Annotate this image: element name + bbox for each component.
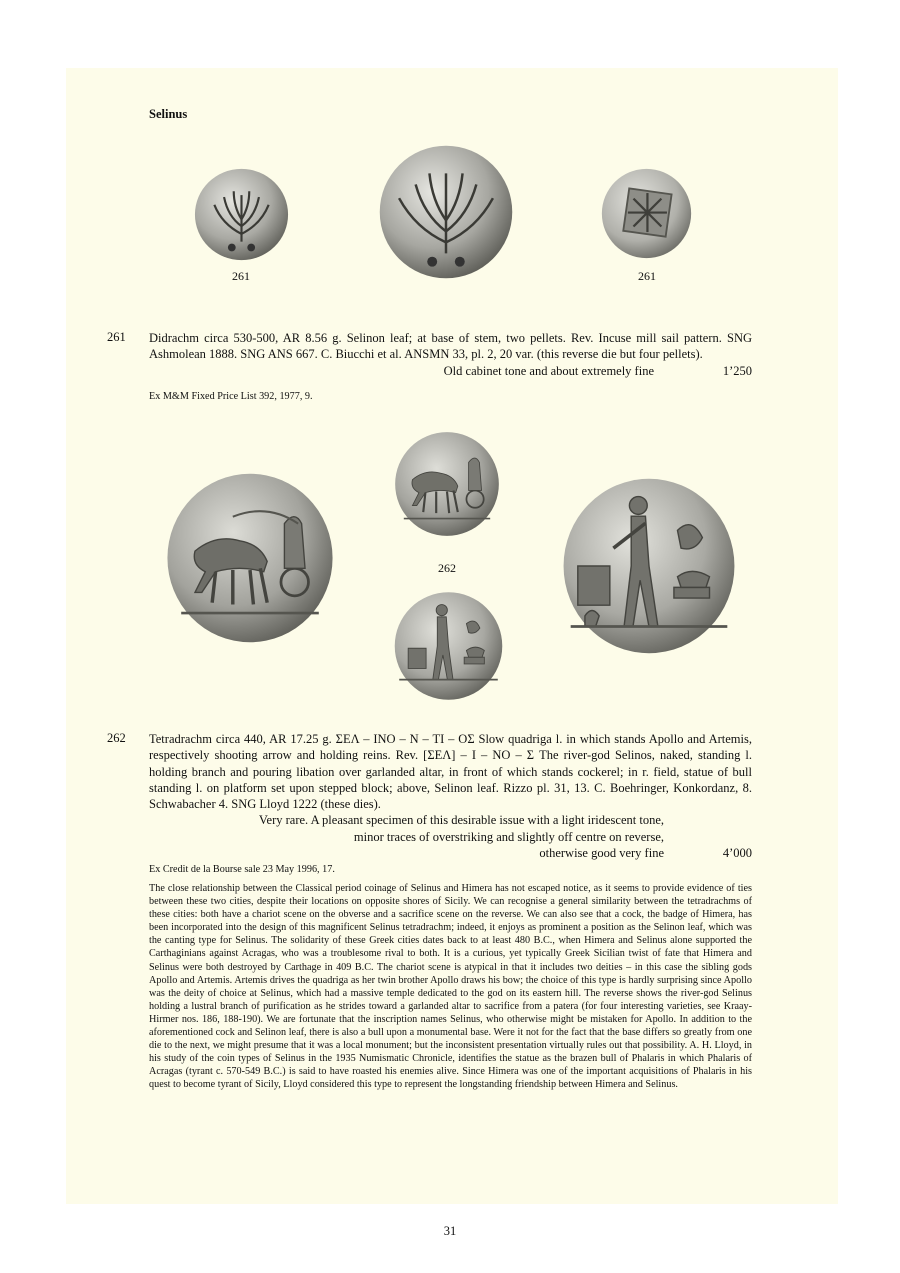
coin-261-reverse-incuse: [597, 167, 696, 260]
lot-262-grade-line-3: [149, 845, 752, 861]
coin-262-reverse-large-river-god: [560, 476, 738, 656]
section-heading: Selinus: [149, 107, 188, 121]
coin-261-obverse-large: [372, 143, 520, 281]
lot-261-provenance: Ex M&M Fixed Price List 392, 1977, 9.: [149, 391, 313, 402]
lot-262-description-text: Tetradrachm circa 440, AR 17.25 g. ΣΕΛ – ΙΝΟ – Ν – ΤΙ – ΟΣ Slow quadriga l. in which stands Apollo and Artemis, respectively shooting arrow and holding reins. Rev. [ΣΕΛ] – Ι – ΝΟ – Σ The river-god Selinos, naked, standing l. holding branch and pouring libation over garlanded altar, in front of which stands cockerel; in r. field, statue of bull standing l. on platform set upon stepped block; above, Selinon leaf. Rizzo pl. 31, 13. C. Boehringer, Konkordanz, 8. Schwabacher 4. SNG Lloyd 1222 (these dies).: [149, 732, 752, 812]
lot-number-261: 261: [107, 330, 126, 344]
coin-262-reverse-small-river-god: [392, 590, 505, 702]
lot-262-provenance: Ex Credit de la Bourse sale 23 May 1996, 17.: [149, 864, 335, 875]
lot-261-description-text: Didrachm circa 530-500, AR 8.56 g. Selinon leaf; at base of stem, two pellets. Rev. Incuse mill sail pattern. SNG Ashmolean 1888. SNG ANS 667. C. Biucchi et al. ANSMN 33, pl. 2, 20 var. (this reverse die but four pellets).: [149, 331, 752, 362]
coin-261-obverse-small: [193, 166, 290, 263]
lot-262-grade-final: otherwise good very fine: [539, 846, 664, 861]
lot-number-262: 262: [107, 731, 126, 745]
lot-262-grade-line-2: minor traces of overstriking and slightly off centre on reverse,: [353, 829, 664, 844]
coin-label-261-right: 261: [638, 269, 656, 283]
coin-262-obverse-small-quadriga: [393, 428, 501, 540]
coin-label-262: 262: [438, 561, 456, 575]
lot-262-price: 4’000: [722, 846, 752, 861]
coin-label-261-left: 261: [232, 269, 250, 283]
lot-262-commentary: The close relationship between the Classical period coinage of Selinus and Himera has not escaped notice, as it seems to provide evidence of ties between these two cities, despite their locations on opposite shores of Sicily. We can recognise a general similarity between the tetradrachms of these cities: both have a chariot scene on the obverse and a sacrifice scene on the reverse. We can also see that a cock, the badge of Himera, has been incorporated into the design of this magnificent Selinus tetradrachm; indeed, it enjoys as prominent a position as the Selinon leaf, which was the canting type for Selinus. The solidarity of these Greek cities dates back to at least 480 B.C., when Himera and Selinus alone supported the Carthaginians against Acragas, who was a troublesome rival to both. It is a curious, yet typically Greek Sicilian twist of fate that Himera and Selinus were both destroyed by Carthage in 409 B.C. The chariot scene is atypical in that it includes two deities – in this case the sibling gods Apollo and Artemis. Artemis drives the quadriga as her twin brother Apollo draws his bow; the choice of this type is hardly surprising since Apollo was the deity of choice at Selinus, which had a massive temple dedicated to the god on its eastern hill. The reverse shows the river-god Selinus holding a lustral branch of purification as he strides toward a garlanded altar to sacrifice from a patera (for four interesting varieties, see Kraay-Hirmer nos. 186, 188-190). We are fortunate that the inscription names Selinus, who otherwise might be mistaken for Apollo. In addition to the aforementioned cock and Selinon leaf, there is also a bull upon a monumental base. Were it not for the fact that the base differs so greatly from one die to the next, we might presume that it was a local monument; but the inconsistent presentation virtually rules out that possibility. A. H. Lloyd, in his study of the coin types of Selinus in the 1935 Numismatic Chronicle, identifies the statue as the brazen bull of Phalaris in which Phalaris of Acragas (tyrant c. 570-549 B.C.) is said to have roasted his enemies alive. Since Himera was one of the important acquisitions of Phalaris in his quest to become tyrant of Sicily, Lloyd considered this type to represent the longstanding friendship between Himera and Selinus.: [149, 883, 752, 1091]
page-number: 31: [443, 1224, 457, 1238]
lot-261-description: [149, 330, 752, 379]
lot-261-grade: Old cabinet tone and about extremely fine: [443, 363, 654, 378]
coin-262-obverse-large-quadriga: [164, 469, 336, 647]
lot-262-description: [149, 731, 752, 861]
lot-261-grade-line: [149, 363, 752, 379]
lot-262-grade-line-1: Very rare. A pleasant specimen of this desirable issue with a light iridescent tone,: [258, 813, 664, 828]
lot-261-price: 1’250: [722, 363, 752, 378]
